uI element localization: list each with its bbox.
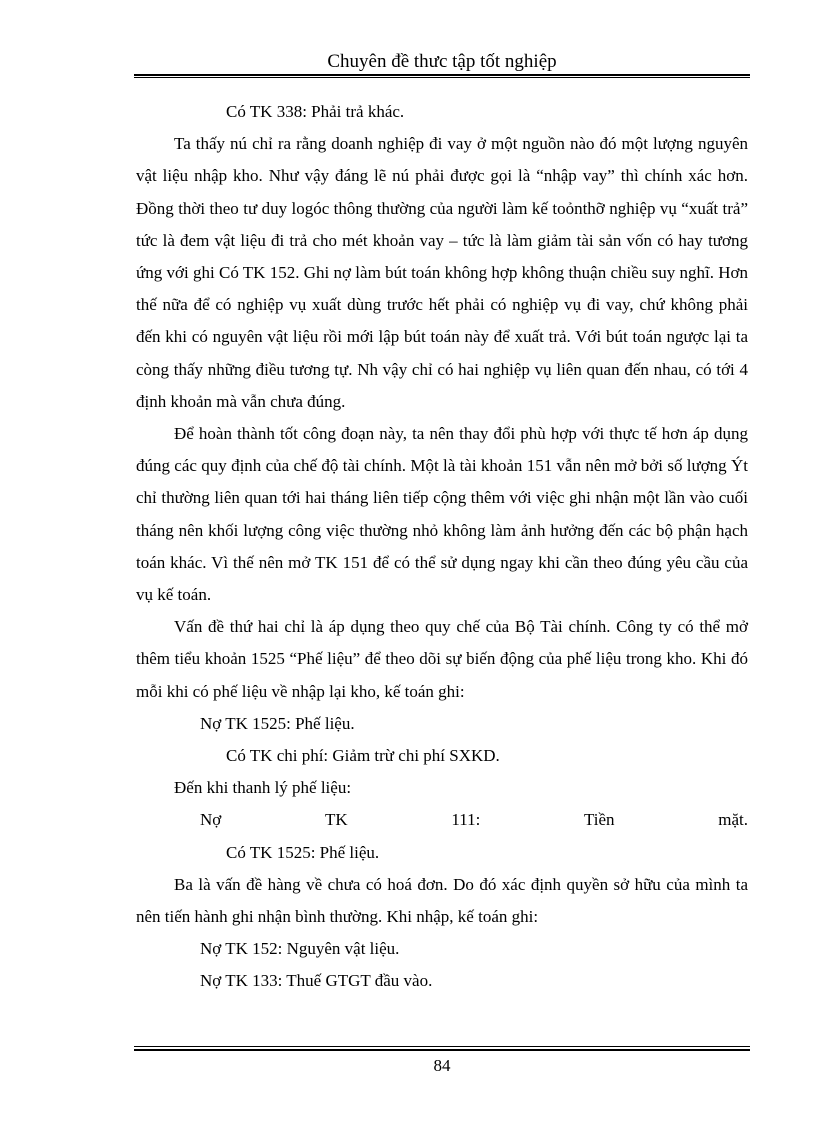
paragraph-2: Ta thấy nú chỉ ra rằng doanh nghiệp đi vay ở một nguồn nào đó một lượng nguyên vật liệu nhập kho. Như vậy đáng lẽ nú phải được gọi là “nhập vay” thì chính xác hơn. Đồng thời theo tư duy logóc thông thường của người làm kế toỏnthỡ nghiệp vụ “xuất trả” tức là đem vật liệu đi trả cho mét khoản vay – tức là làm giảm tài sản vốn có hay tương ứng với ghi Có TK 152. Ghi nợ làm bút toán không hợp không thuận chiều suy nghĩ. Hơn thế nữa để có nghiệp vụ xuất dùng trước hết phải có nghiệp vụ đi vay, chứ không phải đến khi có nguyên vật liệu rồi mới lập bút toán này để xuất trả. Với bút toán ngược lại ta còng thấy những điều tương tự. Nh vậy chỉ có hai nghiệp vụ liên quan đến nhau, có tới 4 định khoản mà vẫn chưa đúng.: [136, 134, 748, 411]
entry-word: Tiền: [583, 810, 615, 830]
paragraph-1: Có TK 338: Phải trả khác.: [226, 102, 405, 121]
paragraph-5: Ba là vấn đề hàng về chưa có hoá đơn. Do đó xác định quyền sở hữu của mình ta nên tiến hành ghi nhận bình thường. Khi nhập, kế toán ghi:: [136, 874, 748, 927]
header-rule-thick: [134, 74, 750, 76]
footer-rule-thick: [134, 1049, 750, 1051]
paragraph-3: Để hoàn thành tốt công đoạn này, ta nên thay đổi phù hợp với thực tế hơn áp dụng đúng các quy định của chế độ tài chính. Một là tài khoản 151 vẫn nên mở bởi số lượng Ýt chỉ thường liên quan tới hai tháng liên tiếp cộng thêm với việc ghi nhận một lần vào cuối tháng nên khối lượng công việc thường nhỏ không làm ảnh hưởng đến các bộ phận hạch toán khác. Vì thế nên mở TK 151 để có thể sử dụng ngay khi cần theo đúng yêu cầu của vụ kế toán.: [136, 424, 748, 605]
entry-debit-152: Nợ TK 152: Nguyên vật liệu.: [200, 939, 400, 959]
entry-credit-expense: Có TK chi phí: Giảm trừ chi phí SXKD.: [226, 746, 500, 766]
paragraph-liquidation: Đến khi thanh lý phế liệu:: [174, 778, 352, 798]
document-body: [136, 96, 748, 998]
entry-word: 111:: [451, 810, 481, 830]
entry-debit-111: [136, 804, 748, 836]
running-header-title: Chuyên đề thưc tập tốt nghiệp: [327, 51, 557, 72]
entry-credit-1525: Có TK 1525: Phế liệu.: [226, 842, 380, 862]
footer-rule-thin: [134, 1046, 750, 1047]
entry-word: TK: [324, 810, 348, 830]
entry-debit-1525: Nợ TK 1525: Phế liệu.: [200, 713, 355, 733]
header-rule-thin: [134, 77, 750, 78]
entry-word: Nợ: [200, 810, 222, 830]
entry-debit-133: Nợ TK 133: Thuế GTGT đầu vào.: [200, 971, 433, 991]
entry-word: mặt.: [718, 810, 748, 830]
paragraph-4: Vấn đề thứ hai chỉ là áp dụng theo quy chế của Bộ Tài chính. Công ty có thể mở thêm tiểu khoản 1525 “Phế liệu” để theo dõi sự biến động của phế liệu trong kho. Khi đó mỗi khi có phế liệu về nhập lại kho, kế toán ghi:: [136, 617, 748, 701]
page-number: 84: [433, 1056, 451, 1075]
